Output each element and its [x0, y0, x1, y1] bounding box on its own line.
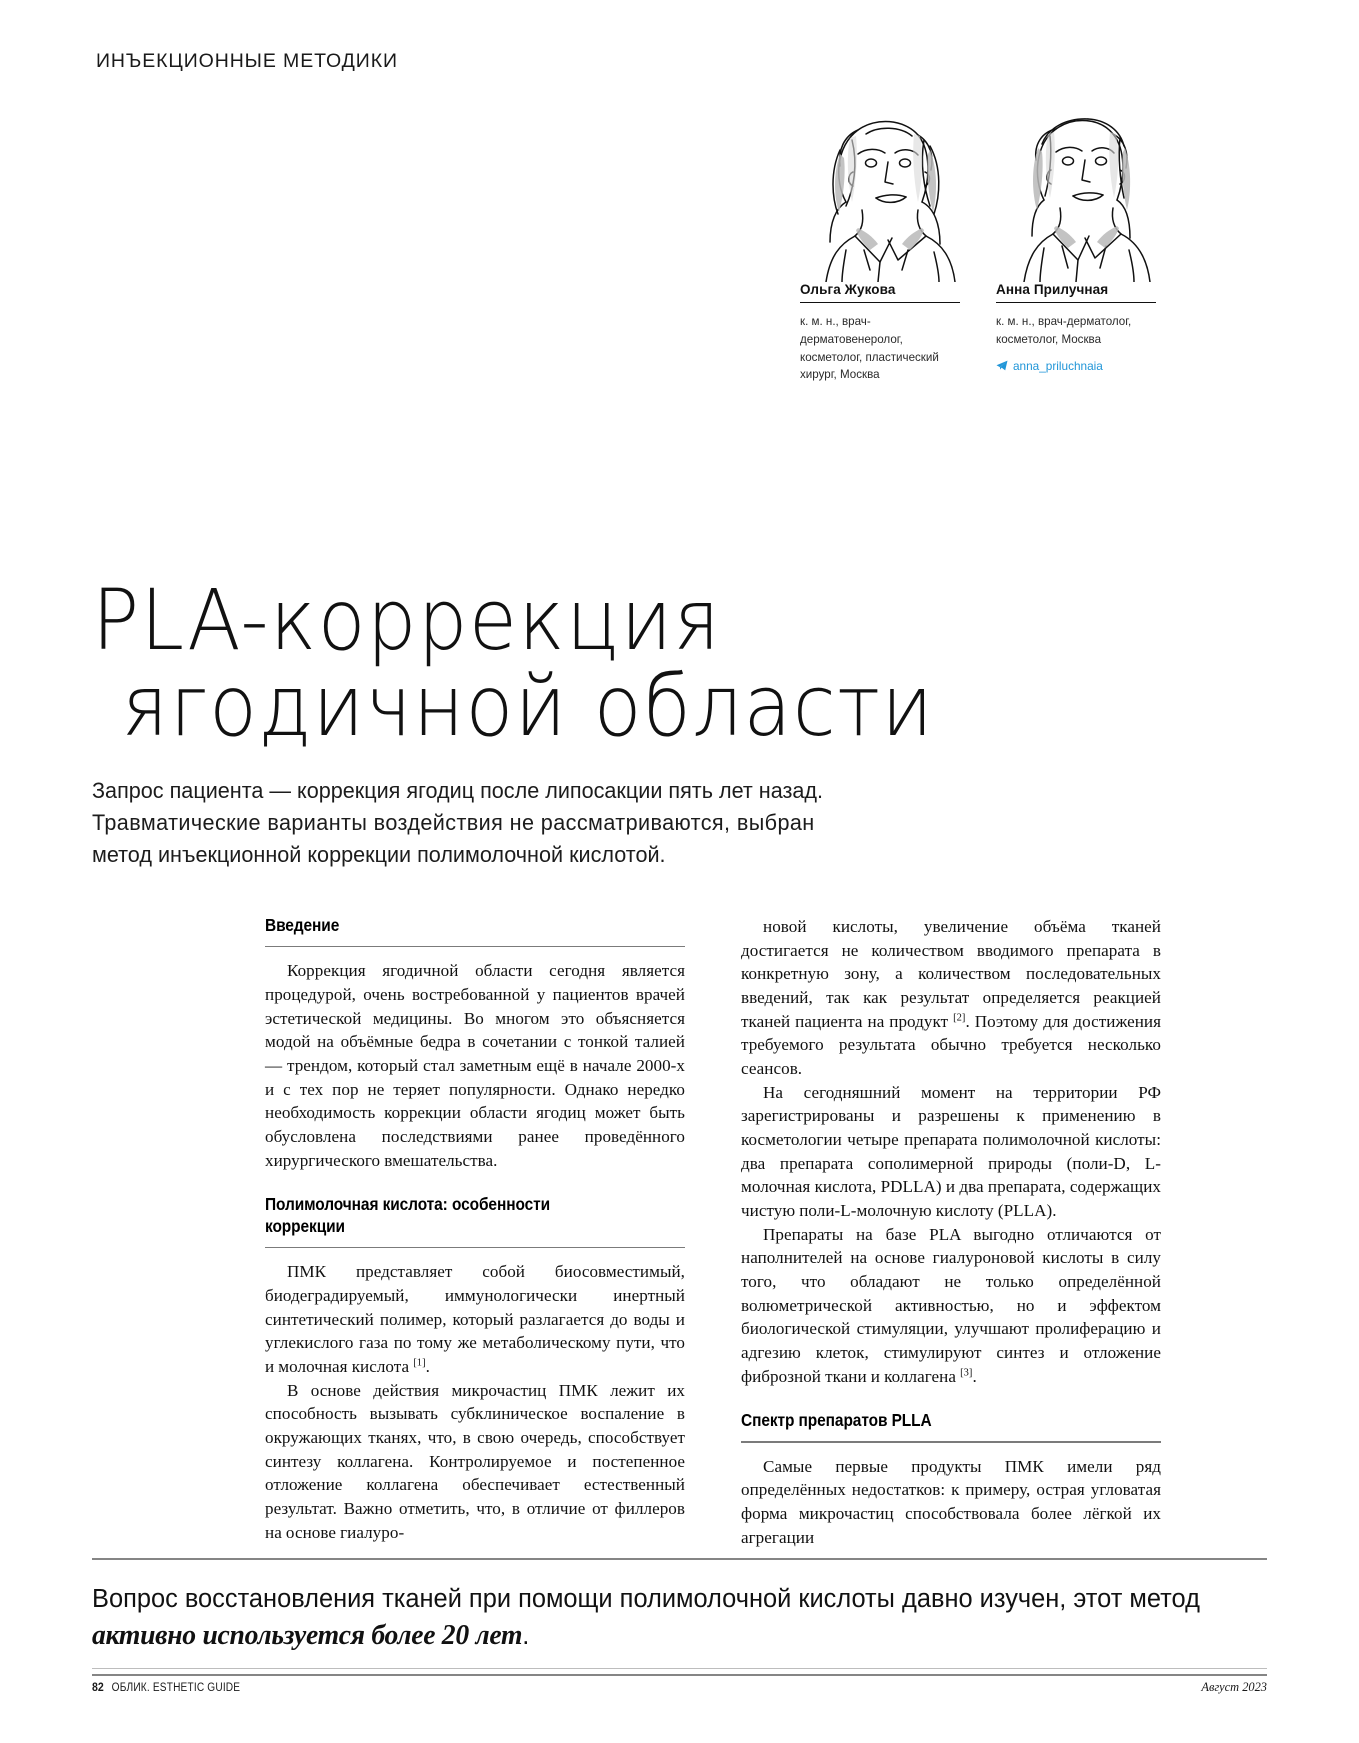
paragraph-text: новой кислоты, увеличение объёма тканей достигается не количеством вводимого препарата в конкретную зону, а количеством последовательных введений, так как результат определяется реакцией тканей пациента на продукт [741, 917, 1161, 1031]
divider [996, 302, 1156, 303]
paragraph-text: ПМК представляет собой биосовместимый, биодеградируемый, иммунологически инертный синтетический полимер, который разлагается до воды и углекислого газа по тому же метаболическому пути, что и молочная кислота [265, 1262, 685, 1376]
author-card-2 [996, 110, 1156, 384]
paragraph-text-tail: . Поэтому для достижения требуемого результата обычно требуется несколько сеансов. [741, 1011, 1161, 1079]
paragraph-text: Препараты на базе PLA выгодно отличаются от наполнителей на основе гиалуроновой кислоты в силу того, что обладают не только определённой волюметрической активностью, но и эффектом биологической стимуляции, улучшают пролиферацию и адгезию клеток, стимулируют синтез и отложение фиброзной ткани и коллагена [741, 1224, 1161, 1386]
author-card-1 [800, 110, 960, 384]
divider [741, 1441, 1161, 1443]
paragraph: В основе действия микрочастиц ПМК лежит их способность вызывать субклиническое воспаление в окружающих тканях, что, в свою очередь, способствует синтезу коллагена. Контролируемое и постепенное отложение коллагена обеспечивает естественный результат. Важно отметить, что, в отличие от филлеров на основе гиалуро- [265, 1380, 685, 1542]
issue-date: Август 2023 [1201, 1680, 1267, 1694]
reference-marker: [2] [953, 1012, 966, 1023]
telegram-icon [996, 360, 1008, 371]
author-name: Ольга Жукова [800, 282, 896, 297]
section-heading-pla-features [265, 1194, 685, 1248]
author-social-link[interactable] [996, 359, 1156, 373]
page-footer [92, 1680, 1267, 1695]
paragraph: Коррекция ягодичной области сегодня является процедурой, очень востребованной у пациентов врачей эстетической медицины. Во многом это объясняется модой на объёмные бедра в сочетании с тонкой талией — трендом, который стал заметным ещё в начале 2000-х и с тех пор не теряет популярности. Однако нередко необходимость коррекции области ягодиц может быть обусловлена последствиями ранее проведённого хирургического вмешательства. [265, 961, 685, 1170]
paragraph [741, 1223, 1161, 1389]
author-name: Анна Прилучная [996, 282, 1109, 297]
authors-block [800, 110, 1160, 384]
running-head: ИНЪЕКЦИОННЫЕ МЕТОДИКИ [96, 50, 398, 72]
woman-portrait-illustration [800, 110, 958, 282]
section-heading-text: Введение [265, 915, 340, 935]
paragraph [741, 915, 1161, 1081]
woman-portrait-illustration [996, 110, 1154, 282]
pull-quote-emphasis: активно используется более 20 лет [92, 1620, 523, 1652]
paragraph-text-tail: . [972, 1366, 977, 1386]
divider [265, 1247, 685, 1249]
footer-left [92, 1680, 240, 1694]
pull-quote [92, 1558, 1267, 1676]
deck-line-1: Запрос пациента — коррекция ягодиц после липосакции пять лет назад. [92, 778, 824, 803]
page-title [92, 571, 1189, 755]
divider [800, 302, 960, 303]
article-body [265, 915, 1161, 1549]
section-heading-line-1: Полимолочная кислота: особенности [265, 1194, 551, 1215]
publication-name: ОБЛИК. ESTHETIC GUIDE [111, 1682, 241, 1694]
section-heading-line-2: коррекции [265, 1215, 345, 1236]
section-heading-text: Спектр препаратов PLLA [741, 1410, 932, 1431]
paragraph-text-tail: . [425, 1356, 430, 1376]
divider [265, 946, 685, 948]
paragraph: На сегодняшний момент на территории РФ зарегистрированы и разрешены к применению в косметологии четыре препарата полимолочной кислоты: два препарата сополимерной природы (поли-D, L-молочная кислота, PDLLA) и два препарата, содержащих чистую поли-L-молочную кислоту (PLLA). [741, 1082, 1161, 1221]
section-heading-plla-spectrum [741, 1410, 1161, 1442]
author-bio: к. м. н., врач-дерматолог, косметолог, Москва [996, 315, 1132, 346]
reference-marker: [1] [413, 1357, 426, 1369]
pull-quote-part-1: Вопрос восстановления тканей при помощи полимолочной кислоты давно изучен, этот метод [92, 1582, 1200, 1613]
section-heading-text [265, 1194, 643, 1237]
section-heading-vvedenie [265, 915, 685, 947]
deck-line-3: метод инъекционной коррекции полимолочной кислотой. [92, 841, 666, 867]
pull-quote-part-3: . [522, 1620, 530, 1651]
deck-line-2: Травматические варианты воздействия не рассматриваются, выбран [92, 809, 815, 835]
column-right [741, 915, 1161, 1549]
paragraph: Самые первые продукты ПМК имели ряд определённых недостатков: к примеру, острая угловатая форма микрочастиц способствовала более лёгкой их агрегации [741, 1456, 1161, 1547]
divider [92, 1674, 1267, 1676]
page-number: 82 [92, 1680, 104, 1694]
paragraph [265, 1260, 685, 1378]
page-title-line-2: ягодичной области [121, 656, 935, 755]
footer-divider [92, 1668, 1267, 1669]
page-title-line-1: PLA-коррекция [92, 571, 722, 670]
article-deck [92, 775, 864, 870]
column-left [265, 915, 685, 1549]
author-bio: к. м. н., врач-дерматовенеролог, косметолог, пластический хирург, Москва [800, 315, 939, 382]
pull-quote-text [92, 1560, 1232, 1675]
reference-marker: [3] [960, 1367, 973, 1379]
author-social-handle: anna_priluchnaia [1013, 358, 1103, 373]
